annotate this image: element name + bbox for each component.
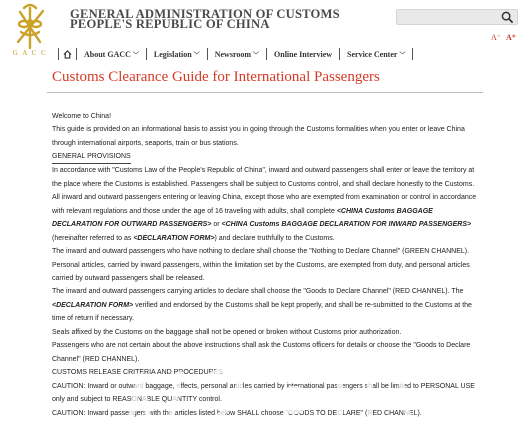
home-icon[interactable]	[59, 50, 76, 59]
nav-item-online-interview[interactable]: Online Interview	[274, 49, 333, 59]
page-title: Customs Clearance Guide for International Passengers	[52, 69, 380, 85]
logo-text: G A C C	[12, 49, 48, 57]
paragraph: In accordance with "Customs Law of the People's Republic of China", inward and outward passengers shall enter or leave the territory at the place where the Customs is established. Passengers shall be subject to Customs control, and shall declare honestly to the Customs.	[52, 167, 475, 188]
font-decrease-button[interactable]: A⁻	[491, 33, 501, 42]
main-nav	[58, 47, 413, 61]
section-heading: GENERAL PROVISIONS	[52, 150, 484, 164]
site-title-line2[interactable]: PEOPLE'S REPUBLIC OF CHINA	[70, 17, 270, 31]
paragraph: CAUTION: Inward passengers with the articles listed below SHALL choose "GOODS TO DECLARE" (RED CHANNEL).	[52, 409, 422, 417]
search-box[interactable]	[396, 9, 518, 25]
paragraph: Welcome to China!	[52, 113, 112, 120]
site-title-line1[interactable]: GENERAL ADMINISTRATION OF CUSTOMS	[70, 7, 340, 21]
nav-item-newsroom[interactable]: Newsroom ﹀	[214, 49, 260, 59]
paragraph: The inward and outward passengers who have nothing to declare shall choose the "Nothing to Declare Channel" (GREEN CHANNEL). Personal articles, carried by inward passengers, within the limitation set by the Customs, are exempted from duty, and personal articles carried by outward passengers shall be released.	[52, 248, 470, 282]
paragraph: The inward and outward passengers carrying articles to declare shall choose the "Goods to Declare Channel" (RED CHANNEL). The <DECLARATION FORM> verified and endorsed by the Customs shall be kept properly, and shall be re-submitted to the Customs at the time of return if necessary.	[52, 288, 472, 323]
gacc-emblem-icon[interactable]	[10, 2, 50, 52]
site-header	[0, 0, 530, 62]
chevron-down-icon: ﹀	[399, 52, 406, 59]
chevron-down-icon: ﹀	[193, 52, 200, 59]
chevron-down-icon: ﹀	[253, 52, 260, 59]
paragraph: This guide is provided on an informational basis to assist you in going through the Customs formalities when you enter or leave China through international airports, seaports, train or bus stations.	[52, 126, 465, 147]
search-icon[interactable]	[501, 11, 514, 24]
article-body	[52, 110, 484, 420]
nav-item-about-gacc[interactable]: About GACC ﹀	[84, 49, 139, 59]
paragraph: All inward and outward passengers entering or leaving China, except those who are exempted from examination or control in accordance with relevant regulations and those under the age of 16 traveling with adults, shall complete <CHINA Customs BAGGAGE DECLARATION FOR OUTWARD PASSENGERS> or <CHINA Customs BAGGAGE DECLARATION FOR INWARD PASSENGERS> (hereinafter referred to as <DECLARATION FORM>) and declare truthfully to the Customs.	[52, 194, 477, 242]
section-heading: CUSTOMS RELEASE CRITERIA AND PROCEDURES	[52, 369, 224, 377]
chevron-down-icon: ﹀	[132, 52, 139, 59]
paragraph: Passengers who are not certain about the above instructions shall ask the Customs officers for details or choose the "Goods to Declare Channel" (RED CHANNEL).	[52, 342, 471, 363]
title-divider	[47, 92, 483, 93]
nav-item-service-center[interactable]: Service Center ﹀	[347, 49, 406, 59]
nav-item-legislation[interactable]: Legislation ﹀	[153, 49, 200, 59]
paragraph: CAUTION: Inward or outward baggage, effects, personal articles carried by international passengers shall be limited to PERSONAL USE only and subject to REASONABLE QUANTITY control.	[52, 382, 475, 404]
font-increase-button[interactable]: A⁺	[506, 33, 516, 42]
paragraph: Seals affixed by the Customs on the baggage shall not be opened or broken without Customs prior authorization.	[52, 328, 402, 336]
